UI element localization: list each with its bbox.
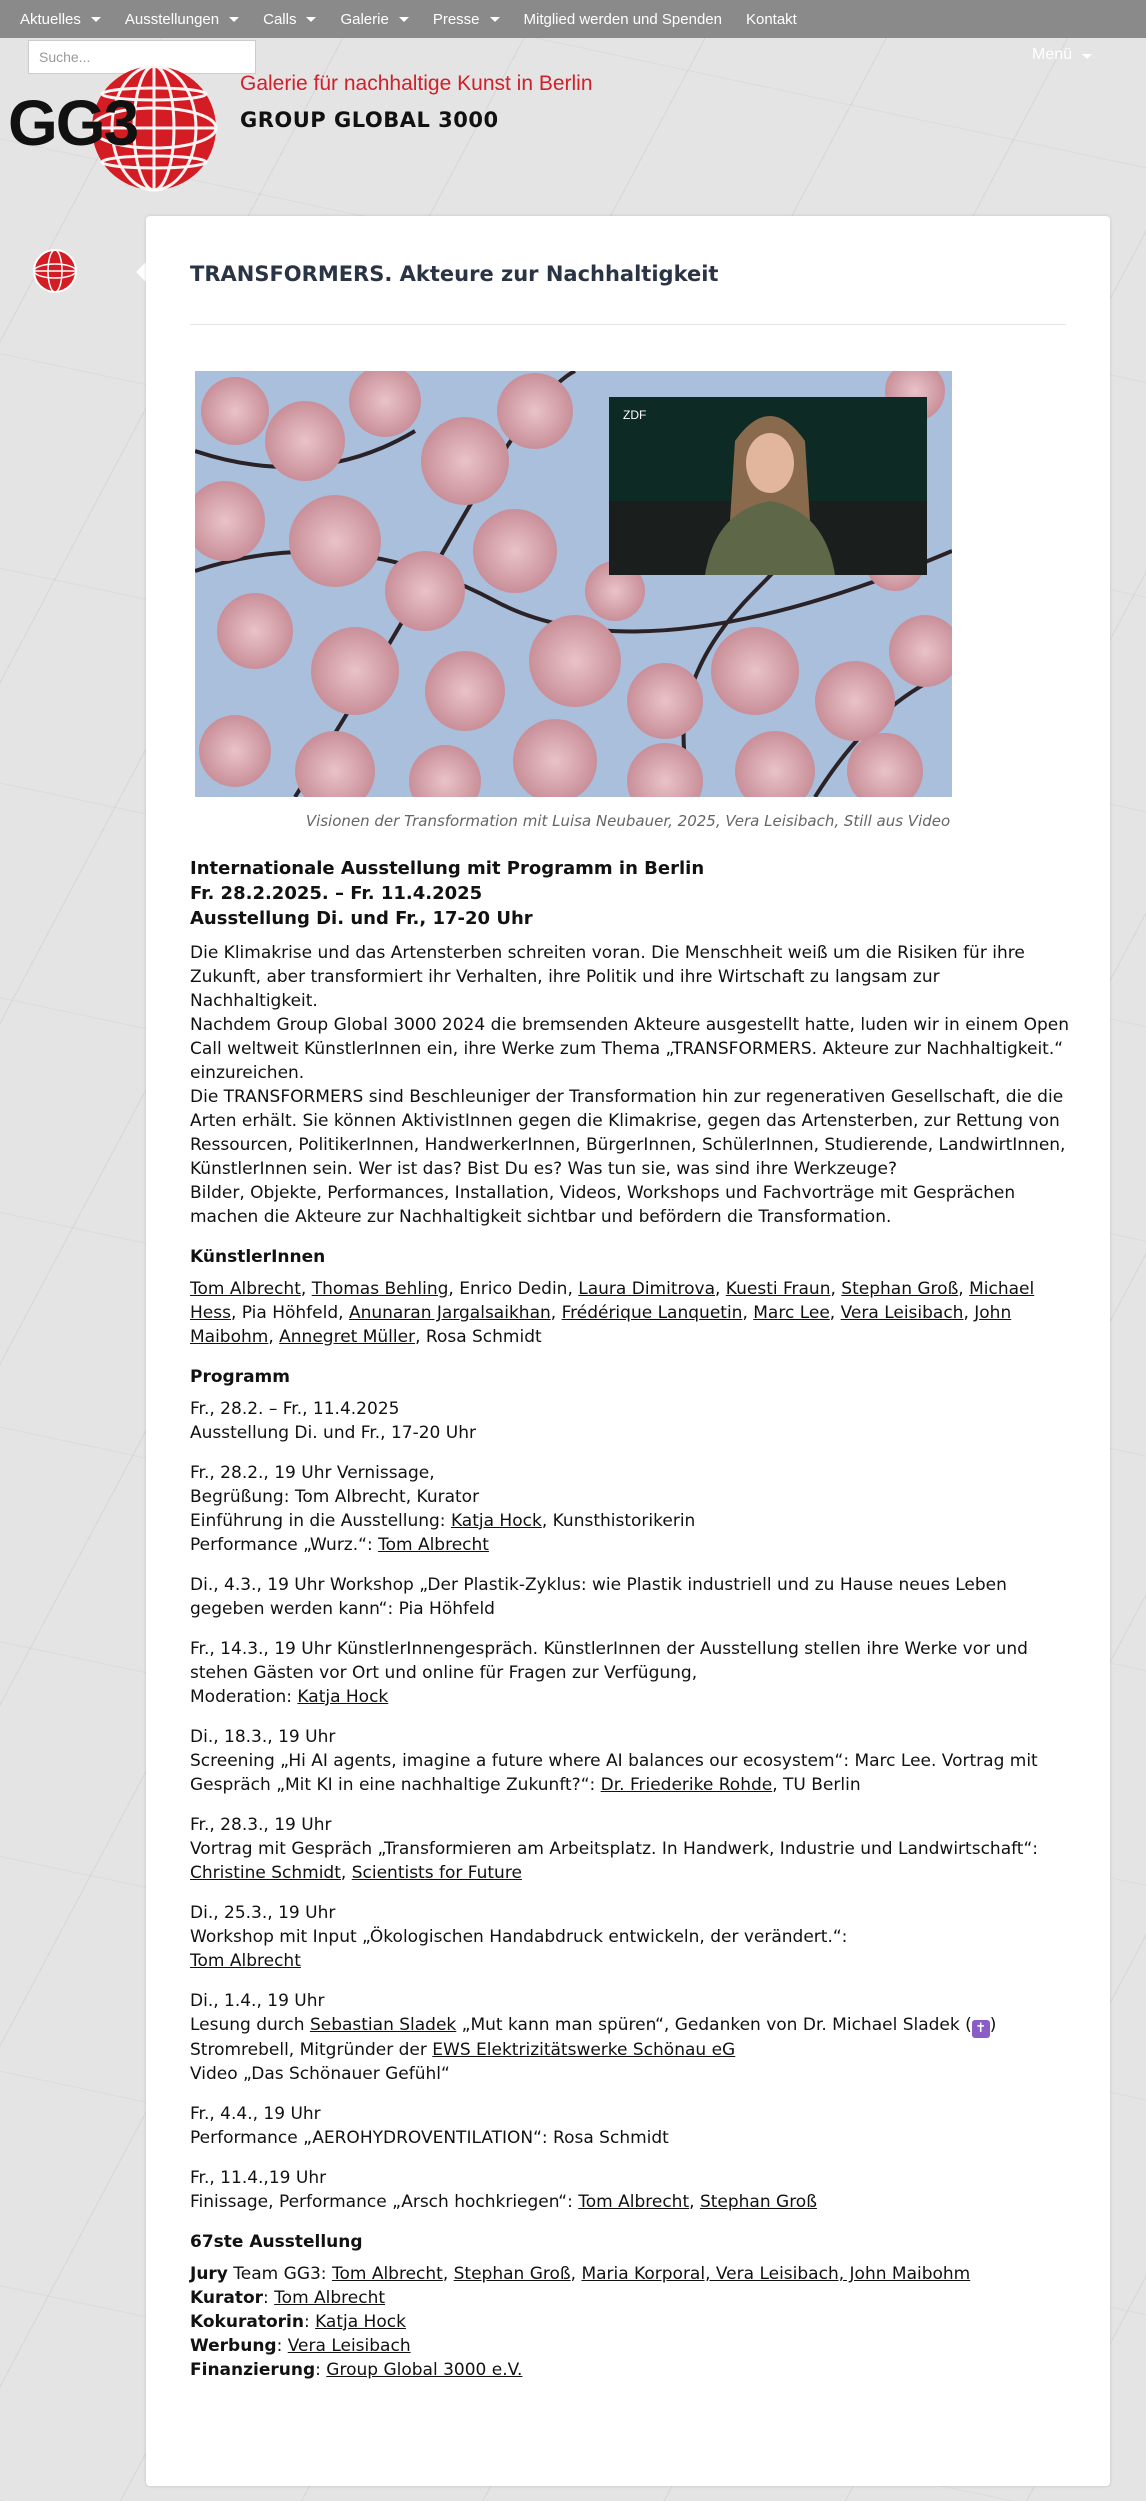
artist-link[interactable]: Thomas Behling xyxy=(311,1279,449,1299)
intro-paragraph: Die TRANSFORMERS sind Beschleuniger der Transformation hin zur regenerativen Gesellschaft, die die Arten erhält. Sie können AktivistInnen gegen die Klimakrise, gegen das Artensterben, zur Rettung von Ressourcen, PolitikerInnen, HandwerkerInnen, BürgerInnen, SchülerInnen, Studierende, LandwirtInnen, KünstlerInnen sein. Wer ist das? Bist Du es? Was tun sie, was sind ihre Werkzeuge? xyxy=(190,1087,1066,1179)
nav-item-label: Calls xyxy=(263,10,297,28)
program-entry: Di., 4.3., 19 Uhr Workshop „Der Plastik-Zyklus: wie Plastik industriell und zu Hause neues Leben gegeben werden kann“: Pia Höhfeld xyxy=(190,1575,1007,1619)
program-line: ) xyxy=(989,2015,997,2035)
link-katja-hock[interactable]: Katja Hock xyxy=(450,1511,542,1531)
artist-link[interactable]: Laura Dimitrova xyxy=(578,1279,715,1299)
link-sebastian-sladek[interactable]: Sebastian Sladek xyxy=(309,2015,457,2035)
exhibition-heading: 67ste Ausstellung xyxy=(190,2232,363,2252)
nav-item-label: Mitglied werden und Spenden xyxy=(523,10,722,28)
artist-link[interactable]: Annegret Müller xyxy=(279,1327,416,1347)
link-stephan-gross[interactable]: Stephan Groß xyxy=(699,2192,817,2212)
chevron-down-icon xyxy=(91,17,101,22)
separator: , xyxy=(340,1863,352,1883)
link-tom-albrecht[interactable]: Tom Albrecht xyxy=(190,1951,301,1971)
program-line: Workshop mit Input „Ökologischen Handabdruck entwickeln, der verändert.“: xyxy=(190,1927,848,1947)
nav-item-label: Presse xyxy=(432,10,480,28)
nav-item-label: Kontakt xyxy=(745,10,797,28)
separator: , xyxy=(689,2192,700,2212)
artist-name: Pia Höhfeld xyxy=(241,1303,339,1323)
program-line: Fr., 28.2., 19 Uhr Vernissage, xyxy=(190,1463,435,1483)
article-card xyxy=(146,216,1110,2486)
program-line: Ausstellung Di. und Fr., 17-20 Uhr xyxy=(190,1423,476,1443)
kurator-label: Kurator xyxy=(190,2288,264,2308)
link-group-global-3000[interactable]: Group Global 3000 e.V. xyxy=(326,2360,523,2380)
program-entry xyxy=(190,1989,1070,2086)
program-entry xyxy=(190,1725,1070,1797)
program-line: Stromrebell, Mitgründer der xyxy=(190,2040,433,2060)
link-jury-members[interactable]: Maria Korporal, Vera Leisibach, John Maibohm xyxy=(581,2264,971,2284)
nav-item-mitglied-werden-und-spenden[interactable] xyxy=(514,11,736,28)
program-line: Fr., 28.2. – Fr., 11.4.2025 xyxy=(190,1399,400,1419)
article-image[interactable] xyxy=(195,371,952,797)
program-entry xyxy=(190,1637,1070,1709)
program-line: , Kunsthistorikerin xyxy=(541,1511,696,1531)
site-brand: GROUP GLOBAL 3000 xyxy=(240,108,499,132)
program-entry xyxy=(190,1813,1070,1885)
artist-link[interactable]: Kuesti Fraun xyxy=(725,1279,831,1299)
artist-name: Rosa Schmidt xyxy=(425,1327,542,1347)
werbung-label: Werbung xyxy=(190,2336,277,2356)
top-navigation xyxy=(0,0,1146,38)
link-ews-schoenau[interactable]: EWS Elektrizitätswerke Schönau eG xyxy=(432,2040,736,2060)
chevron-down-icon xyxy=(1082,54,1092,59)
program-line: , TU Berlin xyxy=(772,1775,861,1795)
program-line: Di., 1.4., 19 Uhr xyxy=(190,1991,325,2011)
link-tom-albrecht[interactable]: Tom Albrecht xyxy=(331,2264,443,2284)
program-line: Begrüßung: Tom Albrecht, Kurator xyxy=(190,1487,480,1507)
program-line: Di., 25.3., 19 Uhr xyxy=(190,1903,336,1923)
artist-link[interactable]: John Maibohm xyxy=(190,1303,1012,1347)
program-line: Einführung in die Ausstellung: xyxy=(190,1511,451,1531)
program-heading: Programm xyxy=(190,1367,290,1387)
program-entry xyxy=(190,1901,1070,1973)
intro-paragraph: Nachdem Group Global 3000 2024 die bremsenden Akteure ausgestellt hatte, luden wir in einem Open Call weltweit KünstlerInnen ein, ihre Werke zum Thema „TRANSFORMERS. Akteure zur Nachhaltigkeit.“ einzureichen. xyxy=(190,1015,1069,1083)
site-tagline: Galerie für nachhaltige Kunst in Berlin xyxy=(240,72,593,95)
program-line: Fr., 28.3., 19 Uhr xyxy=(190,1815,332,1835)
program-line: Fr., 11.4.,19 Uhr xyxy=(190,2168,327,2188)
link-christine-schmidt[interactable]: Christine Schmidt xyxy=(190,1863,341,1883)
nav-item-label: Aktuelles xyxy=(20,10,81,28)
jury-label: Jury xyxy=(190,2264,228,2284)
link-tom-albrecht[interactable]: Tom Albrecht xyxy=(578,2192,690,2212)
chevron-down-icon xyxy=(399,17,409,22)
kokuratorin-label: Kokuratorin xyxy=(190,2312,304,2332)
chevron-down-icon xyxy=(306,17,316,22)
link-katja-hock[interactable]: Katja Hock xyxy=(297,1687,389,1707)
artists-list: Tom Albrecht, Thomas Behling, Enrico Dedin, Laura Dimitrova, Kuesti Fraun, Stephan Groß, Michael Hess, Pia Höhfeld, Anunaran Jargalsaikhan, Frédérique Lanquetin, Marc Lee, Vera Leisibach, John Maibohm, Annegret Müller, Rosa Schmidt xyxy=(190,1279,1035,1347)
artist-link[interactable]: Stephan Groß xyxy=(841,1279,959,1299)
nav-item-label: Galerie xyxy=(340,10,389,28)
link-tom-albrecht[interactable]: Tom Albrecht xyxy=(378,1535,489,1555)
artist-link[interactable]: Anunaran Jargalsaikhan xyxy=(348,1303,551,1323)
link-friederike-rohde[interactable]: Dr. Friederike Rohde xyxy=(600,1775,773,1795)
finanzierung-label: Finanzierung xyxy=(190,2360,316,2380)
chevron-down-icon xyxy=(490,17,500,22)
link-vera-leisibach[interactable]: Vera Leisibach xyxy=(287,2336,411,2356)
program-line: Performance „Wurz.“: xyxy=(190,1535,379,1555)
intro-paragraph: Die Klimakrise und das Artensterben schreiten voran. Die Menschheit weiß um die Risiken für ihre Zukunft, aber transformiert ihr Verhalten, ihre Politik und ihre Wirtschaft zu langsam zur Nachhaltigkeit. xyxy=(190,943,1025,1011)
artist-link[interactable]: Michael Hess xyxy=(190,1279,1035,1323)
nav-item-calls[interactable] xyxy=(253,11,330,28)
intro-heading-1: Internationale Ausstellung mit Programm in Berlin xyxy=(190,858,705,879)
program-line: Performance „AEROHYDROVENTILATION“: Rosa Schmidt xyxy=(190,2128,669,2148)
nav-item-aktuelles[interactable] xyxy=(10,11,115,28)
program-line: Lesung durch xyxy=(190,2015,310,2035)
program-line: Di., 18.3., 19 Uhr xyxy=(190,1727,336,1747)
menu-label: Menü xyxy=(1032,46,1073,63)
artist-link[interactable]: Tom Albrecht xyxy=(190,1279,301,1299)
nav-item-label: Ausstellungen xyxy=(124,10,220,28)
program-line: Fr., 14.3., 19 Uhr KünstlerInnengespräch. KünstlerInnen der Ausstellung stellen ihre Werke vor und stehen Gästen vor Ort und online für Fragen zur Verfügung, xyxy=(190,1639,1028,1683)
menu-toggle[interactable] xyxy=(1032,46,1092,64)
video-badge: ZDF xyxy=(623,408,647,422)
page-title: TRANSFORMERS. Akteure zur Nachhaltigkeit xyxy=(190,262,719,286)
link-tom-albrecht[interactable]: Tom Albrecht xyxy=(274,2288,386,2308)
program-line: Finissage, Performance „Arsch hochkriegen“: xyxy=(190,2192,579,2212)
program-entry xyxy=(190,2102,1070,2150)
program-line: Vortrag mit Gespräch „Transformieren am Arbeitsplatz. In Handwerk, Industrie und Landwirtschaft“: xyxy=(190,1839,1038,1859)
nav-item-kontakt[interactable] xyxy=(736,11,811,28)
nav-item-galerie[interactable] xyxy=(330,11,422,28)
artists-heading: KünstlerInnen xyxy=(190,1247,326,1267)
program-entry xyxy=(190,2166,1070,2214)
credits-text: Team GG3: xyxy=(227,2264,332,2284)
logo-text[interactable]: GG3 xyxy=(8,87,138,159)
credits: Jury Team GG3: Tom Albrecht, Stephan Groß, Maria Korporal, Vera Leisibach, John Maibohm Kurator: Tom Albrecht Kokuratorin: Katja Hock Werbung: Vera Leisibach Finanzierung: Group Global 3000 e.V. xyxy=(190,2264,971,2380)
card-notch xyxy=(136,262,146,282)
chevron-down-icon xyxy=(229,17,239,22)
article-body xyxy=(190,856,1070,2382)
program-line: Moderation: xyxy=(190,1687,298,1707)
blossom-video-still xyxy=(195,371,952,797)
artist-link[interactable]: Frédérique Lanquetin xyxy=(561,1303,743,1323)
program-entry xyxy=(190,1397,1070,1445)
program-line: Screening „Hi AI agents, imagine a future where AI balances our ecosystem“: Marc Lee. Vortrag mit Gespräch „Mit KI in eine nachhaltige Zukunft?“: xyxy=(190,1751,1038,1795)
cross-icon: ✝ xyxy=(972,2020,990,2038)
program-line: „Mut kann man spüren“, Gedanken von Dr. Michael Sladek ( xyxy=(456,2015,972,2035)
artist-name: Enrico Dedin xyxy=(459,1279,568,1299)
image-caption: Visionen der Transformation mit Luisa Neubauer, 2025, Vera Leisibach, Still aus Video xyxy=(305,812,951,830)
nav-item-ausstellungen[interactable] xyxy=(115,11,253,28)
intro-heading-2: Fr. 28.2.2025. – Fr. 11.4.2025 xyxy=(190,883,483,904)
divider xyxy=(190,324,1066,325)
program-line: Fr., 4.4., 19 Uhr xyxy=(190,2104,321,2124)
artist-link[interactable]: Marc Lee xyxy=(753,1303,830,1323)
globe-icon xyxy=(32,248,78,294)
intro-heading-3: Ausstellung Di. und Fr., 17-20 Uhr xyxy=(190,908,533,929)
nav-item-presse[interactable] xyxy=(423,11,514,28)
artist-link[interactable]: Vera Leisibach xyxy=(840,1303,964,1323)
link-stephan-gross[interactable]: Stephan Groß xyxy=(453,2264,571,2284)
program-line: Video „Das Schönauer Gefühl“ xyxy=(190,2064,450,2084)
program-entry xyxy=(190,1461,1070,1557)
intro-paragraph: Bilder, Objekte, Performances, Installation, Videos, Workshops und Fachvorträge mit Gesprächen machen die Akteure zur Nachhaltigkeit sichtbar und befördern die Transformation. xyxy=(190,1183,1016,1227)
link-scientists-for-future[interactable]: Scientists for Future xyxy=(351,1863,522,1883)
link-katja-hock[interactable]: Katja Hock xyxy=(315,2312,406,2332)
